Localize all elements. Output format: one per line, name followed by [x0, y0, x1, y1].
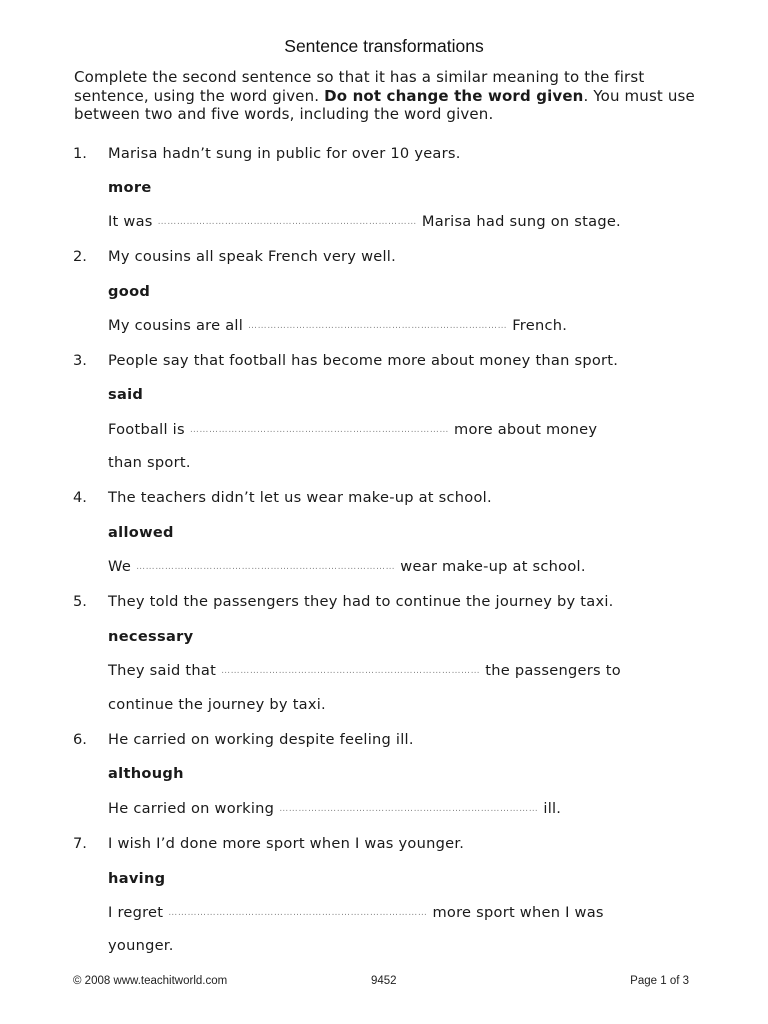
answer-blank[interactable]: ………………………………………………………………………: [221, 666, 481, 676]
question-number: 4.: [73, 489, 87, 506]
answer-blank[interactable]: ………………………………………………………………………: [157, 217, 417, 227]
answer-line: [108, 800, 561, 818]
answer-suffix: more about money: [454, 421, 598, 438]
instructions-emphasis: Do not change the word given: [324, 86, 584, 105]
footer-page-number: Page 1 of 3: [630, 975, 689, 987]
answer-line: [108, 904, 604, 922]
question-keyword: good: [108, 283, 151, 300]
question-number: 7.: [73, 835, 87, 852]
question-keyword: more: [108, 179, 152, 196]
question-keyword: said: [108, 386, 144, 403]
page-title: Sentence transformations: [284, 36, 484, 56]
answer-suffix: ill.: [543, 800, 562, 817]
question-keyword: although: [108, 765, 184, 782]
instructions-text-2: . You must use between two and five words, including the word given.: [74, 86, 695, 123]
answer-prefix: Football is: [108, 421, 185, 438]
answer-continuation: than sport.: [108, 454, 191, 471]
question-number: 2.: [73, 248, 87, 265]
answer-line: [108, 662, 621, 680]
question-sentence: I wish I’d done more sport when I was younger.: [108, 835, 465, 852]
question-number: 5.: [73, 593, 87, 610]
question-keyword: necessary: [108, 628, 194, 645]
answer-suffix: the passengers to: [485, 662, 621, 679]
answer-suffix: more sport when I was: [432, 904, 604, 921]
answer-prefix: I regret: [108, 904, 164, 921]
footer-copyright: © 2008 www.teachitworld.com: [73, 975, 228, 987]
answer-blank[interactable]: ………………………………………………………………………: [189, 425, 450, 435]
question-sentence: He carried on working despite feeling ill.: [108, 731, 414, 748]
answer-prefix: My cousins are all: [108, 317, 244, 334]
question-sentence: My cousins all speak French very well.: [108, 248, 396, 265]
answer-blank[interactable]: ………………………………………………………………………: [248, 321, 508, 331]
answer-prefix: It was: [108, 213, 153, 230]
answer-continuation: younger.: [108, 937, 174, 954]
answer-blank[interactable]: ………………………………………………………………………: [168, 908, 428, 918]
answer-blank[interactable]: ………………………………………………………………………: [279, 804, 539, 814]
question-number: 1.: [73, 145, 87, 162]
question-sentence: People say that football has become more about money than sport.: [108, 352, 619, 369]
answer-suffix: French.: [512, 317, 568, 334]
answer-line: [108, 317, 567, 335]
answer-prefix: They said that: [108, 662, 217, 679]
instructions-text: Complete the second sentence so that it has a similar meaning to the first sentence, using the word given.: [74, 68, 645, 105]
answer-continuation: continue the journey by taxi.: [108, 696, 326, 713]
answer-suffix: wear make-up at school.: [400, 558, 586, 575]
question-keyword: allowed: [108, 524, 174, 541]
question-sentence: Marisa hadn’t sung in public for over 10 years.: [108, 145, 461, 162]
answer-line: [108, 421, 597, 439]
question-sentence: They told the passengers they had to continue the journey by taxi.: [108, 593, 614, 610]
question-keyword: having: [108, 870, 166, 887]
footer-code: 9452: [371, 975, 397, 987]
answer-line: [108, 558, 586, 576]
answer-prefix: He carried on working: [108, 800, 275, 817]
answer-suffix: Marisa had sung on stage.: [421, 213, 621, 230]
question-number: 6.: [73, 731, 87, 748]
question-number: 3.: [73, 352, 87, 369]
instructions: [74, 68, 714, 124]
answer-prefix: We: [108, 558, 132, 575]
question-sentence: The teachers didn’t let us wear make-up at school.: [108, 489, 492, 506]
answer-line: [108, 213, 621, 231]
answer-blank[interactable]: ………………………………………………………………………: [136, 562, 396, 572]
